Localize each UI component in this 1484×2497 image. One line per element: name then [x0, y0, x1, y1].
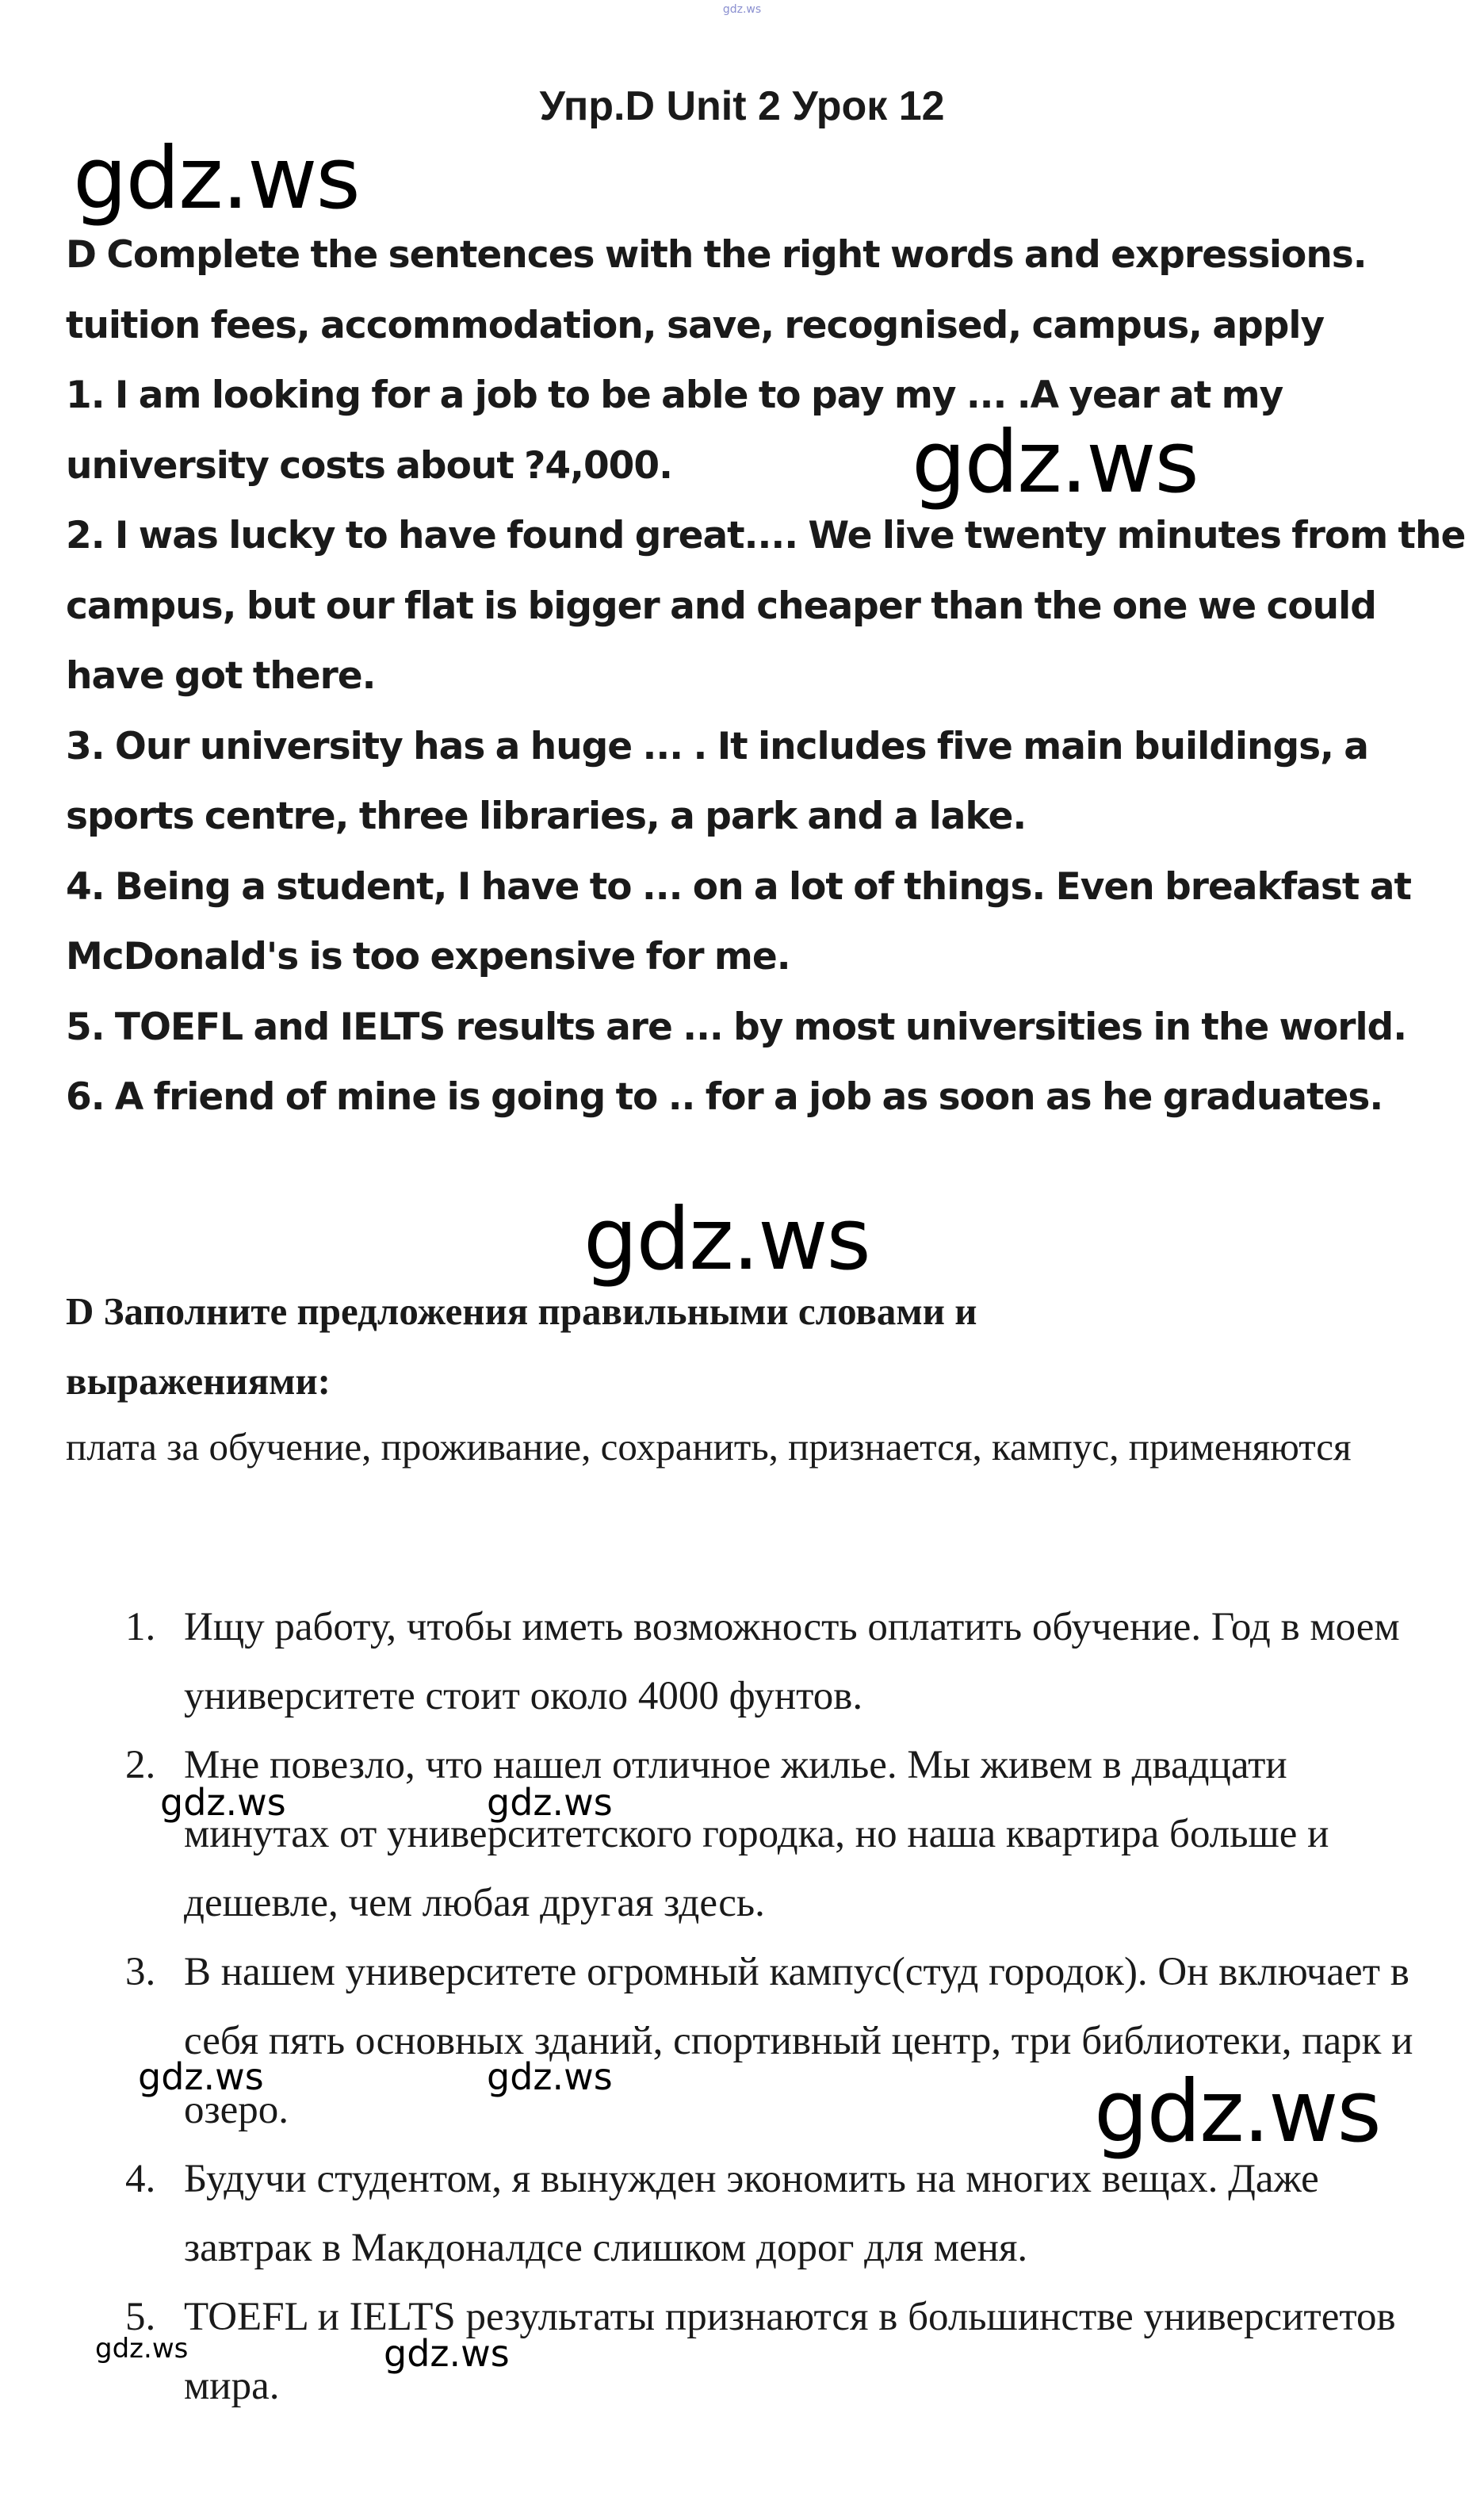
- list-item: [119, 1731, 1435, 1938]
- watermark: gdz.ws: [912, 413, 1198, 512]
- english-heading: D Complete the sentences with the right words and expressions.: [66, 233, 1367, 277]
- page-title: Упр.D Unit 2 Урок 12: [539, 83, 945, 129]
- item-number: 3.: [125, 1950, 156, 1994]
- item-number: 2.: [125, 1743, 156, 1787]
- watermark: gdz.ws: [95, 2333, 189, 2365]
- list-item: [119, 2283, 1435, 2421]
- watermark: gdz.ws: [73, 129, 359, 228]
- english-sentence: 3. Our university has a huge ... . It includes five main buildings, a sports centre, three libraries, a park and a lake.: [66, 724, 1369, 838]
- item-text: В нашем университете огромный кампус(студ городок). Он включает в себя пять основных зданий, спортивный центр, три библиотеки, парк и озеро.: [184, 1950, 1413, 2132]
- russian-heading-line: D Заполните предложения правильными словами и: [66, 1289, 977, 1333]
- english-sentence: 4. Being a student, I have to ... on a lot of things. Even breakfast at McDonald's is too expensive for me.: [66, 864, 1411, 979]
- watermark: gdz.ws: [384, 2332, 510, 2375]
- item-number: 1.: [125, 1605, 156, 1649]
- english-sentence: 1. I am looking for a job to be able to pay my ... .A year at my university costs about ?4,000.: [66, 373, 1283, 488]
- watermark: gdz.ws: [487, 1781, 613, 1824]
- item-text: TOEFL и IELTS результаты признаются в большинстве университетов мира.: [184, 2295, 1396, 2408]
- watermark: gdz.ws: [160, 1781, 286, 1824]
- watermark: gdz.ws: [583, 1190, 870, 1289]
- list-item: [119, 1593, 1435, 1731]
- english-sentence: 5. TOEFL and IELTS results are ... by most universities in the world.: [66, 1005, 1407, 1049]
- top-watermark: gdz.ws: [722, 3, 762, 16]
- russian-heading-line: выражениями:: [66, 1359, 331, 1403]
- item-number: 4.: [125, 2157, 156, 2201]
- item-text: Мне повезло, что нашел отличное жилье. Мы живем в двадцати минутах от университетского городка, но наша квартира больше и дешевле, чем любая другая здесь.: [184, 1743, 1329, 1925]
- watermark: gdz.ws: [138, 2055, 264, 2098]
- english-sentence: 6. A friend of mine is going to .. for a job as soon as he graduates.: [66, 1075, 1383, 1119]
- russian-word-bank: плата за обучение, проживание, сохранить, признается, кампус, применяются: [66, 1425, 1352, 1469]
- watermark: gdz.ws: [1094, 2062, 1380, 2162]
- english-sentence: 2. I was lucky to have found great.... We live twenty minutes from the campus, but our flat is bigger and cheaper than the one we could have got there.: [66, 514, 1466, 698]
- item-text: Ищу работу, чтобы иметь возможность оплатить обучение. Год в моем университете стоит около 4000 фунтов.: [184, 1605, 1400, 1718]
- russian-heading: [66, 1277, 1413, 1416]
- english-word-bank: tuition fees, accommodation, save, recognised, campus, apply: [66, 303, 1325, 347]
- watermark: gdz.ws: [487, 2055, 613, 2098]
- russian-translation-list: [119, 1593, 1435, 2421]
- item-text: Будучи студентом, я вынужден экономить на многих вещах. Даже завтрак в Макдоналдсе слишком дорог для меня.: [184, 2157, 1319, 2270]
- item-number: 5.: [125, 2295, 156, 2339]
- english-exercise: [66, 220, 1469, 1133]
- list-item: [119, 2145, 1435, 2283]
